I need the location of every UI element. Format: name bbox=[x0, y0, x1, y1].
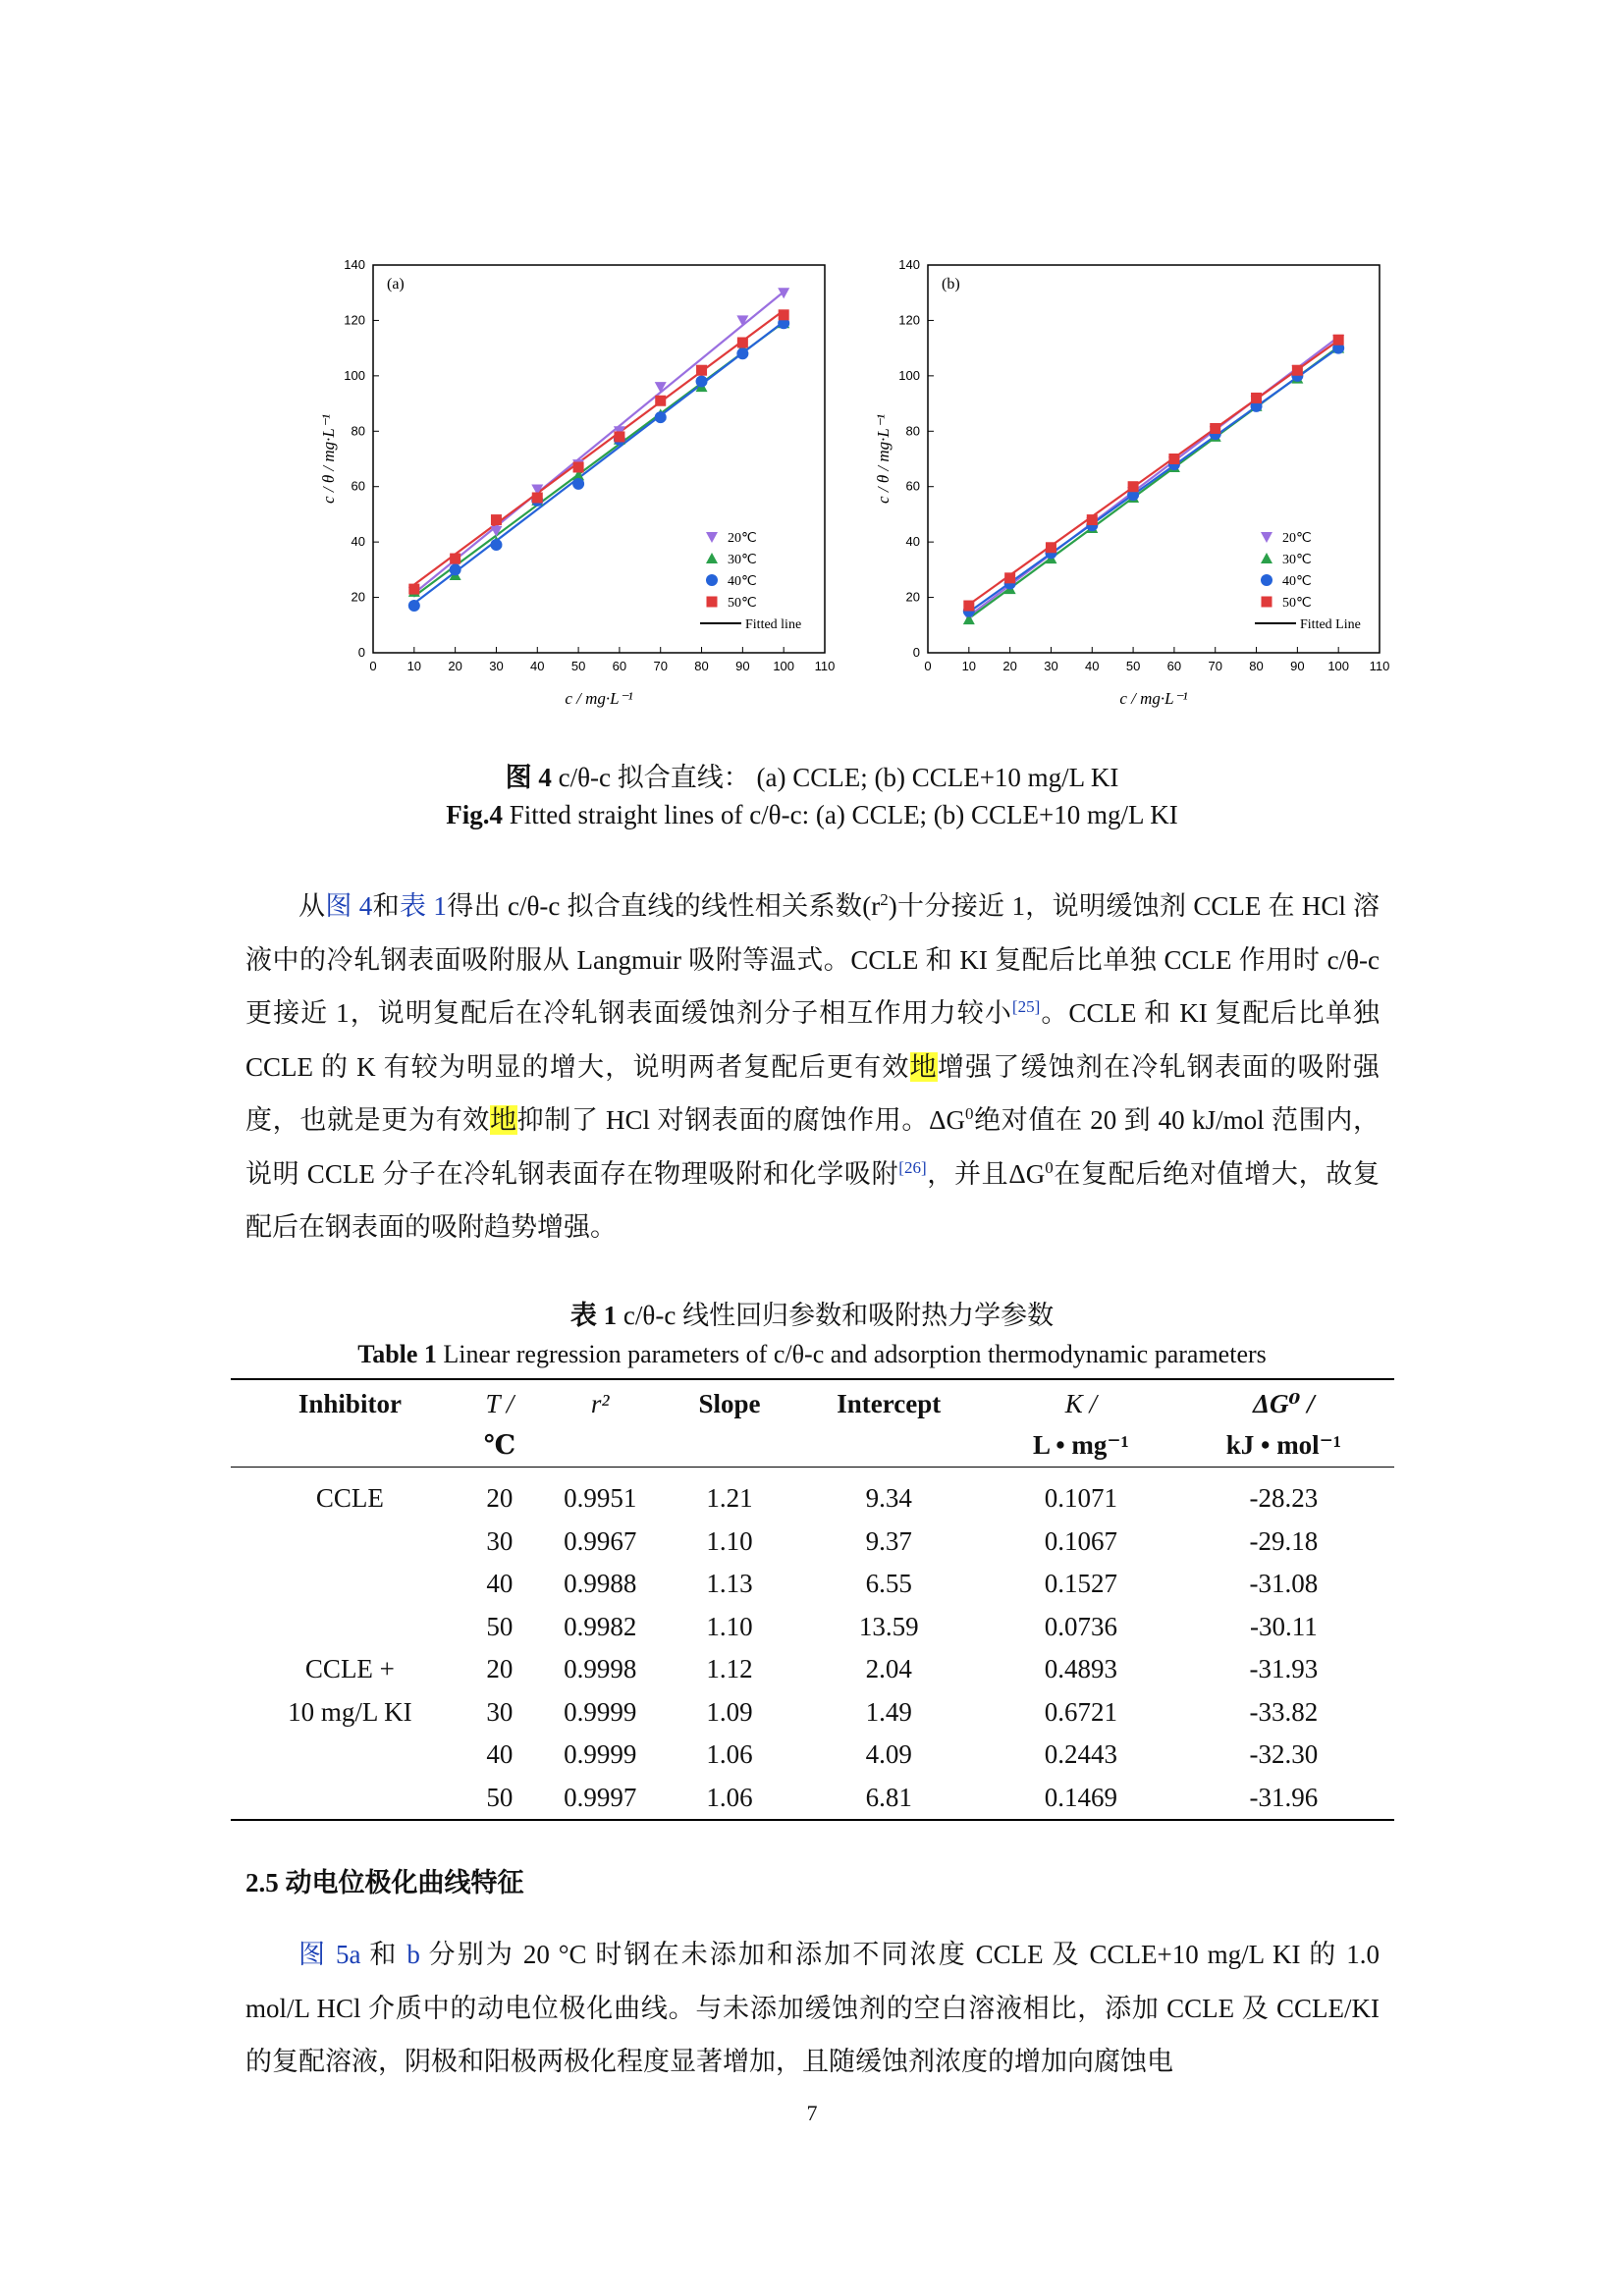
chart-a bbox=[314, 250, 864, 721]
table-row bbox=[231, 1734, 1394, 1777]
panel-label: (a) bbox=[387, 276, 405, 293]
x-tick-label: 30 bbox=[1044, 659, 1058, 673]
x-tick-label: 90 bbox=[1290, 659, 1305, 673]
data-point bbox=[655, 411, 667, 423]
legend-label: 20℃ bbox=[1282, 531, 1312, 546]
table-cell: 0.9988 bbox=[564, 1569, 637, 1599]
chart-b bbox=[869, 250, 1419, 721]
legend-fit-label: Fitted Line bbox=[1300, 617, 1361, 632]
data-point bbox=[963, 601, 974, 612]
table-cell: 1.12 bbox=[706, 1654, 753, 1684]
legend-label: 50℃ bbox=[1282, 596, 1312, 611]
table-cell: 0.9951 bbox=[564, 1483, 637, 1514]
table-row bbox=[231, 1563, 1394, 1606]
page-number: 7 bbox=[806, 2101, 818, 2125]
table-1-link[interactable]: 表 1 bbox=[399, 891, 447, 921]
table-header-row-top bbox=[231, 1379, 1394, 1423]
legend-marker bbox=[1261, 553, 1272, 563]
table-cell: 50 bbox=[486, 1611, 514, 1641]
data-point bbox=[1292, 365, 1303, 376]
table-cell: 0.9999 bbox=[564, 1739, 637, 1770]
table-cell: -31.93 bbox=[1249, 1654, 1319, 1684]
table-cell: 1.10 bbox=[706, 1611, 753, 1641]
fitted-line bbox=[969, 347, 1338, 612]
table-cell: 0.4893 bbox=[1044, 1654, 1117, 1684]
data-point bbox=[655, 382, 667, 393]
table-row bbox=[231, 1648, 1394, 1691]
data-point bbox=[450, 563, 461, 575]
table-cell: -29.18 bbox=[1249, 1525, 1319, 1556]
header-inhibitor: Inhibitor bbox=[298, 1388, 402, 1418]
table-row bbox=[231, 1468, 1394, 1521]
legend-marker bbox=[706, 574, 718, 586]
table-cell: 1.06 bbox=[706, 1739, 753, 1770]
legend-marker bbox=[1261, 532, 1272, 543]
table-cell: -31.96 bbox=[1249, 1782, 1319, 1812]
data-point bbox=[1128, 481, 1139, 492]
figure-label-zh: 图 4 bbox=[505, 763, 552, 792]
highlighted-char: 地 bbox=[489, 1105, 517, 1135]
x-tick-label: 100 bbox=[773, 659, 795, 673]
table-row bbox=[231, 1691, 1394, 1735]
legend-marker bbox=[707, 597, 718, 608]
data-point bbox=[1333, 335, 1344, 346]
header-unit-celsius: ℃ bbox=[469, 1423, 530, 1468]
table-cell: 0.1469 bbox=[1044, 1782, 1117, 1812]
y-tick-label: 20 bbox=[351, 589, 365, 605]
data-point bbox=[491, 514, 502, 525]
table-cell: 1.21 bbox=[706, 1483, 753, 1514]
header-unit-k: L • mg⁻¹ bbox=[989, 1423, 1173, 1468]
x-tick-label: 40 bbox=[530, 659, 545, 673]
x-tick-label: 10 bbox=[406, 659, 422, 673]
table-cell: 0.6721 bbox=[1044, 1696, 1117, 1727]
header-slope: Slope bbox=[698, 1388, 761, 1418]
figure-label-en: Fig.4 bbox=[446, 800, 503, 829]
table-title-en: Table 1 Linear regression parameters of c/θ-c and adsorption thermodynamic parameters bbox=[357, 1340, 1267, 1368]
x-tick-label: 20 bbox=[1002, 659, 1017, 673]
table-cell: 2.04 bbox=[865, 1654, 912, 1684]
x-tick-label: 20 bbox=[448, 659, 462, 673]
y-tick-label: 0 bbox=[912, 645, 920, 660]
x-tick-label: 100 bbox=[1327, 659, 1350, 673]
header-temperature: T / bbox=[485, 1388, 514, 1418]
fitted-line bbox=[414, 292, 784, 593]
data-point bbox=[655, 396, 666, 406]
regression-table bbox=[231, 1378, 1394, 1821]
x-tick-label: 110 bbox=[814, 659, 836, 673]
table-cell: 0.9999 bbox=[564, 1696, 637, 1727]
y-tick-label: 40 bbox=[905, 534, 920, 550]
table-cell: 1.13 bbox=[706, 1569, 753, 1599]
table-cell: 4.09 bbox=[865, 1739, 912, 1770]
table-title-zh: 表 1 c/θ-c 线性回归参数和吸附热力学参数 bbox=[569, 1301, 1055, 1330]
data-point bbox=[1251, 393, 1262, 403]
data-point bbox=[736, 347, 748, 359]
x-axis-label: c / mg·L⁻¹ bbox=[565, 689, 633, 708]
table-cell: CCLE bbox=[315, 1483, 384, 1514]
figure-caption-zh bbox=[0, 756, 1624, 794]
data-point bbox=[573, 461, 584, 472]
legend-marker bbox=[1262, 597, 1272, 608]
legend-label: 40℃ bbox=[1282, 574, 1312, 589]
table-cell: 20 bbox=[486, 1483, 514, 1514]
table-cell: 20 bbox=[486, 1654, 514, 1684]
y-tick-label: 20 bbox=[905, 589, 920, 605]
table-cell: 40 bbox=[486, 1739, 514, 1770]
x-tick-label: 0 bbox=[924, 659, 932, 673]
legend-fit-label: Fitted line bbox=[745, 617, 802, 632]
data-point bbox=[696, 376, 708, 388]
x-tick-label: 0 bbox=[369, 659, 377, 673]
header-k: K / bbox=[1064, 1388, 1097, 1418]
figure-caption-en-text: Fitted straight lines of c/θ-c: (a) CCLE; (b) CCLE+10 mg/L KI bbox=[502, 800, 1178, 829]
table-cell bbox=[231, 1521, 469, 1564]
x-axis-label: c / mg·L⁻¹ bbox=[1119, 689, 1188, 708]
table-cell: 30 bbox=[486, 1525, 514, 1556]
legend-label: 50℃ bbox=[728, 596, 757, 611]
data-point bbox=[408, 584, 419, 595]
table-cell: 1.09 bbox=[706, 1696, 753, 1727]
legend-label: 20℃ bbox=[728, 531, 757, 546]
body-paragraph-2: 图 5a 和 b 分别为 20 °C 时钢在未添加和添加不同浓度 CCLE 及 CCLE+10 mg/L KI 的 1.0 mol/L HCl 介质中的动电位极化曲线。与未添加缓蚀剂的空白溶液相比，添加 CCLE 及 CCLE/KI 的复配溶液，阴极和阳极两极化程度显著增加，且随缓蚀剂浓度的增加向腐蚀电 bbox=[245, 1940, 1380, 2076]
x-tick-label: 110 bbox=[1369, 659, 1390, 673]
table-row bbox=[231, 1521, 1394, 1564]
header-unit-g: kJ • mol⁻¹ bbox=[1173, 1423, 1394, 1468]
highlighted-char: 地 bbox=[909, 1051, 938, 1082]
y-tick-label: 60 bbox=[905, 478, 920, 494]
figure-4-link[interactable]: 图 4 bbox=[325, 891, 373, 921]
table-cell: -30.11 bbox=[1250, 1611, 1318, 1641]
data-point bbox=[1168, 454, 1179, 464]
figure-5a-link[interactable]: 图 5a bbox=[298, 1940, 361, 1969]
table-cell: -28.23 bbox=[1249, 1483, 1319, 1514]
header-delta-g: ΔG⁰ / bbox=[1253, 1388, 1315, 1418]
table-cell: 0.1067 bbox=[1044, 1525, 1117, 1556]
y-tick-label: 140 bbox=[344, 257, 365, 272]
table-cell: 0.2443 bbox=[1044, 1739, 1117, 1770]
table-cell bbox=[231, 1734, 469, 1777]
data-point bbox=[450, 554, 460, 564]
table-cell bbox=[231, 1563, 469, 1606]
table-cell: 0.1527 bbox=[1044, 1569, 1117, 1599]
citation-26[interactable]: [26] bbox=[898, 1157, 927, 1177]
x-tick-label: 80 bbox=[1249, 659, 1264, 673]
y-tick-label: 0 bbox=[357, 645, 365, 660]
table-cell: CCLE + bbox=[304, 1654, 395, 1684]
x-tick-label: 60 bbox=[612, 659, 627, 673]
x-tick-label: 70 bbox=[653, 659, 668, 673]
figure-caption-en bbox=[0, 800, 1624, 830]
section-heading: 2.5 动电位极化曲线特征 bbox=[245, 1868, 524, 1897]
table-cell: 1.06 bbox=[706, 1782, 753, 1812]
data-point bbox=[1004, 572, 1015, 583]
table-header-row-bottom bbox=[231, 1423, 1394, 1468]
data-point bbox=[737, 338, 748, 348]
x-tick-label: 50 bbox=[1125, 659, 1141, 673]
table-cell: 0.9967 bbox=[564, 1525, 637, 1556]
y-tick-label: 120 bbox=[898, 312, 920, 328]
data-point bbox=[1210, 423, 1220, 434]
data-point bbox=[572, 478, 584, 490]
legend-marker bbox=[706, 532, 718, 543]
table-cell: 6.81 bbox=[865, 1782, 912, 1812]
data-point bbox=[1087, 514, 1098, 525]
table-cell: 0.1071 bbox=[1044, 1483, 1117, 1514]
table-row bbox=[231, 1606, 1394, 1649]
table-cell: 1.49 bbox=[865, 1696, 912, 1727]
y-tick-label: 100 bbox=[344, 367, 365, 383]
data-point bbox=[532, 493, 543, 504]
legend-label: 30℃ bbox=[728, 553, 757, 567]
table-cell: 0.9998 bbox=[564, 1654, 637, 1684]
table-cell: 6.55 bbox=[865, 1569, 912, 1599]
x-tick-label: 60 bbox=[1166, 659, 1182, 673]
y-tick-label: 100 bbox=[898, 367, 920, 383]
legend-marker bbox=[706, 553, 718, 563]
header-intercept: Intercept bbox=[837, 1388, 942, 1418]
figure-caption-zh-text: c/θ-c 拟合直线： (a) CCLE; (b) CCLE+10 mg/L KI bbox=[551, 763, 1119, 792]
table-cell: 0.0736 bbox=[1044, 1611, 1117, 1641]
legend-marker bbox=[1261, 574, 1272, 586]
header-r2: r² bbox=[590, 1388, 610, 1418]
legend-label: 40℃ bbox=[728, 574, 757, 589]
legend-label: 30℃ bbox=[1282, 553, 1312, 567]
panel-label: (b) bbox=[942, 276, 960, 293]
data-point bbox=[614, 431, 624, 442]
y-axis-label: c / θ / mg·L⁻¹ bbox=[319, 414, 338, 504]
data-point bbox=[408, 600, 420, 612]
table-cell: 0.9997 bbox=[564, 1782, 637, 1812]
table-cell: 13.59 bbox=[858, 1611, 919, 1641]
y-tick-label: 60 bbox=[351, 478, 365, 494]
table-cell: 0.9982 bbox=[564, 1611, 637, 1641]
x-tick-label: 90 bbox=[735, 659, 750, 673]
x-tick-label: 70 bbox=[1208, 659, 1222, 673]
y-axis-label: c / θ / mg·L⁻¹ bbox=[874, 414, 893, 504]
y-tick-label: 80 bbox=[905, 423, 920, 439]
table-cell: 9.34 bbox=[865, 1483, 912, 1514]
x-tick-label: 80 bbox=[694, 659, 709, 673]
table-cell: 1.10 bbox=[706, 1525, 753, 1556]
citation-25[interactable]: [25] bbox=[1011, 997, 1041, 1016]
x-tick-label: 10 bbox=[961, 659, 977, 673]
y-tick-label: 40 bbox=[351, 534, 365, 550]
y-tick-label: 140 bbox=[898, 257, 920, 272]
body-paragraph-1: 从图 4和表 1得出 c/θ-c 拟合直线的线性相关系数$(r^2)$十分接近 1，说明缓蚀剂 CCLE 在 HCl 溶液中的冷轧钢表面吸附服从 Langmuir 吸附等温式。CCLE 和 KI 复配后比单独 CCLE 作用时 c/θ-c 更接近 1，说明复配后在冷轧钢表面缓蚀剂分子相互作用力较小[25]。CCLE 和 KI 复配后比单独 CCLE 的 K 有较为明显的增大，说明两者复配后更有效地增强了缓蚀剂在冷轧钢表面的吸附强度，也就是更为有效地抑制了 HCl 对钢表面的腐蚀作用。$\Delta G^0$绝对值在 20 到 40 kJ/mol 范围内，说明 CCLE 分子在冷轧钢表面存在物理吸附和化学吸附[26]，并且$\Delta G^0$在复配后绝对值增大，故复配后在钢表面的吸附趋势增强。 bbox=[245, 890, 1380, 1242]
data-point bbox=[490, 539, 502, 551]
table-cell: 9.37 bbox=[865, 1525, 912, 1556]
figure-5b-link[interactable]: b bbox=[406, 1940, 420, 1969]
data-point bbox=[778, 288, 789, 298]
x-tick-label: 40 bbox=[1085, 659, 1100, 673]
table-cell bbox=[231, 1606, 469, 1649]
x-tick-label: 30 bbox=[489, 659, 504, 673]
y-tick-label: 80 bbox=[351, 423, 365, 439]
table-cell: -31.08 bbox=[1249, 1569, 1319, 1599]
y-tick-label: 120 bbox=[344, 312, 365, 328]
data-point bbox=[1046, 542, 1056, 553]
data-point bbox=[779, 309, 789, 320]
data-point bbox=[696, 365, 707, 376]
table-cell bbox=[231, 1777, 469, 1821]
table-cell: 10 mg/L KI bbox=[288, 1696, 412, 1727]
table-cell: -32.30 bbox=[1249, 1739, 1319, 1770]
table-cell: 40 bbox=[486, 1569, 514, 1599]
table-cell: 30 bbox=[486, 1696, 514, 1727]
table-cell: 50 bbox=[486, 1782, 514, 1812]
x-tick-label: 50 bbox=[570, 659, 586, 673]
table-cell: -33.82 bbox=[1249, 1696, 1319, 1727]
table-row bbox=[231, 1777, 1394, 1821]
